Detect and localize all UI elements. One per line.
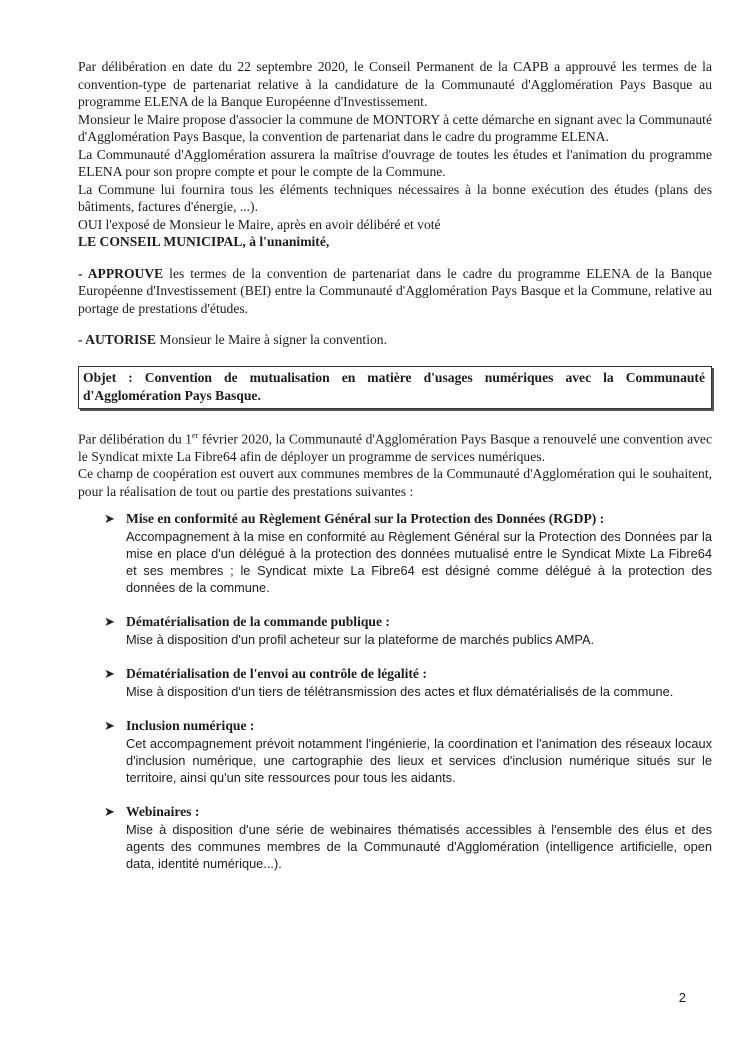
page-number: 2 [678, 990, 686, 1005]
arrow-bullet-icon: ➤ [104, 666, 115, 682]
section2-p1-before: Par délibération du 1 [78, 431, 192, 447]
intro-paragraph-3: La Communauté d'Agglomération assurera la maîtrise d'ouvrage de toutes les études et l'animation du programme ELENA pour son propre compte et pour le compte de la Commune. [78, 146, 712, 179]
intro-paragraph-2: Monsieur le Maire propose d'associer la commune de MONTORY à cette démarche en signant avec la Communauté d'Agglomération Pays Basque, la convention de partenariat dans le cadre du programme ELENA. [78, 111, 712, 144]
list-item [78, 665, 712, 700]
list-item-title: Mise en conformité au Règlement Général sur la Protection des Données (RGDP) : [126, 511, 605, 527]
council-heading: LE CONSEIL MUNICIPAL, à l'unanimité, [78, 234, 330, 249]
prestations-list [78, 510, 712, 872]
list-item-desc: Accompagnement à la mise en conformité au Règlement Général sur la Protection des Données par la mise en place d'un délégué à la protection des données mutualisé entre le Syndicat Mixte La Fibre64 et ses membres ; le Syndicat mixte La Fibre64 est désigné comme délégué à la protection des données de la commune. [126, 529, 712, 596]
page-content [78, 58, 712, 889]
list-item [78, 613, 712, 648]
autorise-text: Monsieur le Maire à signer la convention. [155, 332, 387, 347]
intro-paragraph-1: Par délibération en date du 22 septembre 2020, le Conseil Permanent de la CAPB a approuvé les termes de la convention-type de partenariat relative à la candidature de la Communauté d'Agglomération Pays Basque au programme ELENA de la Banque Européenne d'Investissement. [78, 59, 712, 109]
list-item [78, 803, 712, 872]
list-item-desc: Mise à disposition d'un tiers de télétransmission des actes et flux dématérialisés de la commune. [126, 684, 674, 700]
autorise-label: - AUTORISE [78, 332, 156, 347]
intro-paragraph-5: OUI l'exposé de Monsieur le Maire, après en avoir délibéré et voté [78, 216, 441, 232]
arrow-bullet-icon: ➤ [104, 718, 115, 734]
approuve-label: - APPROUVE [78, 265, 164, 281]
decision-autorise [78, 331, 712, 349]
list-item-desc: Cet accompagnement prévoit notamment l'ingénierie, la coordination et l'animation des réseaux locaux d'inclusion numérique, une cartographie des lieux et services d'inclusion numérique situés sur le territoire, ainsi qu'un site ressources pour tous les aidants. [126, 736, 712, 786]
list-item [78, 717, 712, 786]
approuve-text: les termes de la convention de partenariat dans le cadre du programme ELENA de la Banque Européenne d'Investissement (BEI) entre la Communauté d'Agglomération Pays Basque et la Commune, relative au portage de prestations d'études. [78, 265, 712, 316]
objet-label: Objet : Convention de mutualisation en matière d'usages numériques avec la Communauté d'Agglomération Pays Basque. [83, 369, 705, 403]
section2-p1-after: février 2020, la Communauté d'Agglomération Pays Basque a renouvelé une convention avec le Syndicat mixte La Fibre64 afin de déployer un programme de services numériques. [78, 431, 712, 464]
section2-paragraph-2: Ce champ de coopération est ouvert aux communes membres de la Communauté d'Agglomération qui le souhaitent, pour la réalisation de tout ou partie des prestations suivantes : [78, 466, 712, 499]
intro-paragraph-4: La Commune lui fournira tous les éléments techniques nécessaires à la bonne exécution des études (plans des bâtiments, factures d'énergie, ...). [78, 181, 712, 214]
arrow-bullet-icon: ➤ [104, 614, 115, 630]
list-item-title: Dématérialisation de la commande publique : [126, 614, 390, 630]
list-item-desc: Mise à disposition d'un profil acheteur sur la plateforme de marchés publics AMPA. [126, 632, 595, 648]
list-item [78, 510, 712, 596]
list-item-desc: Mise à disposition d'une série de webinaires thématisés accessibles à l'ensemble des élus et des agents des communes membres de la Communauté d'Agglomération (intelligence artificielle, open data, identité numérique...). [126, 822, 712, 872]
list-item-title: Dématérialisation de l'envoi au contrôle de légalité : [126, 666, 427, 682]
list-item-title: Inclusion numérique : [126, 718, 255, 734]
section2-p1-sup: er [191, 430, 199, 440]
decision-approuve [78, 265, 712, 318]
arrow-bullet-icon: ➤ [104, 511, 115, 527]
list-item-title: Webinaires : [126, 804, 200, 820]
objet-box [78, 366, 712, 409]
section2-paragraph-1 [78, 427, 712, 466]
arrow-bullet-icon: ➤ [104, 804, 115, 820]
